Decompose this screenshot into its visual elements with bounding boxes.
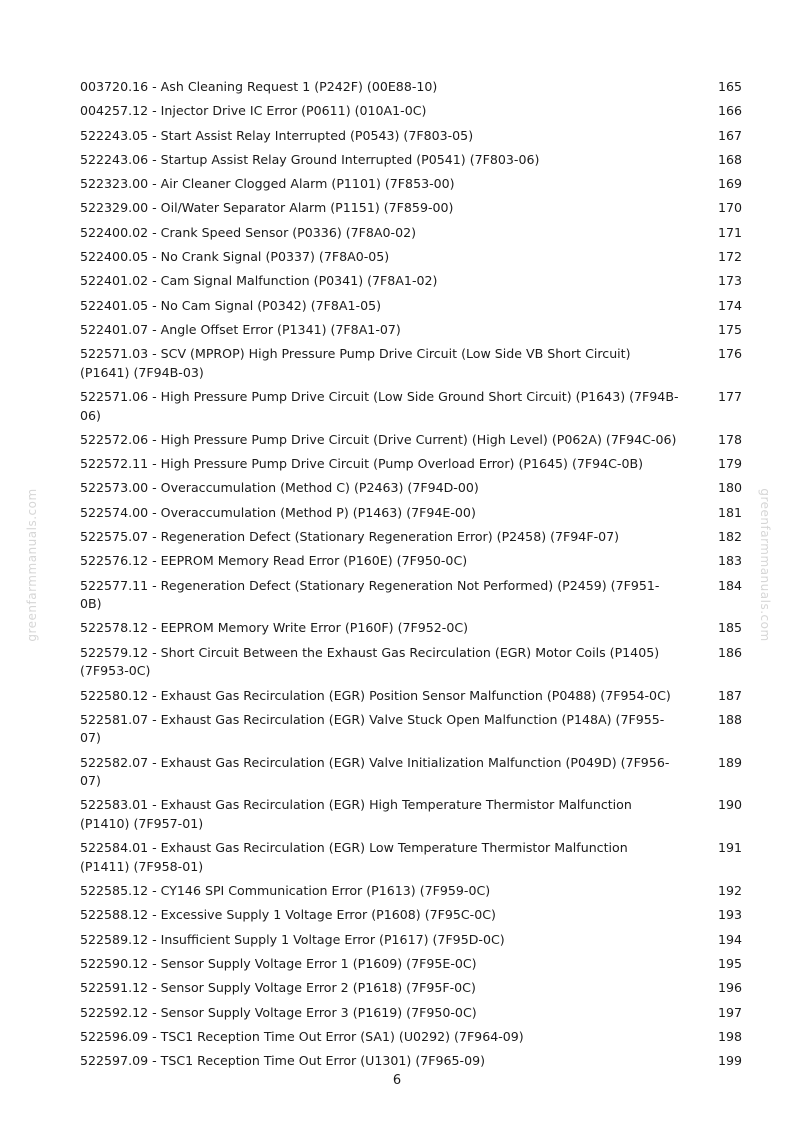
toc-entry-page: 181 — [717, 504, 742, 520]
toc-entry[interactable] — [80, 552, 742, 571]
toc-entry-page: 190 — [717, 797, 742, 813]
toc-entry-title: 522323.00 - Air Cleaner Clogged Alarm (P1101) (7F853-00) — [80, 176, 455, 192]
toc-entry-title: 522581.07 - Exhaust Gas Recirculation (EGR) Valve Stuck Open Malfunction (P148A) (7F955-07) — [80, 711, 665, 746]
toc-entry-title: 522401.05 - No Cam Signal (P0342) (7F8A1-05) — [80, 297, 382, 313]
toc-entry-title: 522592.12 - Sensor Supply Voltage Error 3 (P1619) (7F950-0C) — [80, 1004, 477, 1020]
toc-entry-page: 166 — [717, 103, 742, 119]
toc-entry[interactable] — [80, 1028, 742, 1047]
toc-entry-title: 522579.12 - Short Circuit Between the Exhaust Gas Recirculation (EGR) Motor Coils (P1405) (7F953-0C) — [80, 644, 660, 679]
toc-entry-title: 522577.11 - Regeneration Defect (Stationary Regeneration Not Performed) (P2459) (7F951-0B) — [80, 577, 660, 612]
toc-entry[interactable] — [80, 297, 742, 316]
toc-entry-title: 522572.06 - High Pressure Pump Drive Circuit (Drive Current) (High Level) (P062A) (7F94C-06) — [80, 431, 677, 447]
toc-entry-title: 522584.01 - Exhaust Gas Recirculation (EGR) Low Temperature Thermistor Malfunction (P1411) (7F958-01) — [80, 840, 628, 874]
toc-entry-page: 165 — [717, 79, 742, 94]
toc-entry[interactable] — [80, 431, 742, 450]
toc-entry-title: 522329.00 - Oil/Water Separator Alarm (P1151) (7F859-00) — [80, 200, 454, 216]
toc-entry-title: 522571.06 - High Pressure Pump Drive Circuit (Low Side Ground Short Circuit) (P1643) (7F94B-06) — [80, 389, 679, 423]
toc-entry[interactable] — [80, 796, 742, 833]
toc-entry-page: 183 — [717, 553, 742, 569]
toc-entry-page: 187 — [717, 687, 742, 703]
toc-entry-title: 522583.01 - Exhaust Gas Recirculation (EGR) High Temperature Thermistor Malfunction (P1410) (7F957-01) — [80, 797, 632, 831]
toc-entry[interactable] — [80, 979, 742, 998]
toc-entry[interactable] — [80, 151, 742, 170]
toc-entry-title: 522401.07 - Angle Offset Error (P1341) (7F8A1-07) — [80, 321, 401, 337]
toc-entry[interactable] — [80, 839, 742, 876]
toc-entry-page: 198 — [717, 1028, 742, 1044]
toc-entry-title: 522572.11 - High Pressure Pump Drive Circuit (Pump Overload Error) (P1645) (7F94C-0B) — [80, 456, 644, 472]
toc-entry[interactable] — [80, 1004, 742, 1023]
toc-entry[interactable] — [80, 224, 742, 243]
toc-entry-title: 522582.07 - Exhaust Gas Recirculation (EGR) Valve Initialization Malfunction (P049D) (7F956-07) — [80, 754, 670, 789]
toc-entry[interactable] — [80, 102, 742, 121]
toc-entry-title: 522571.03 - SCV (MPROP) High Pressure Pump Drive Circuit (Low Side VB Short Circuit) (P1641) (7F94B-03) — [80, 346, 631, 380]
toc-entry-title: 522576.12 - EEPROM Memory Read Error (P160E) (7F950-0C) — [80, 553, 468, 569]
toc-entry-page: 171 — [717, 224, 742, 240]
toc-entry-title: 522590.12 - Sensor Supply Voltage Error 1 (P1609) (7F95E-0C) — [80, 955, 477, 971]
toc-entry[interactable] — [80, 78, 742, 97]
toc-entry-page: 195 — [717, 955, 742, 971]
toc-entry-title: 522580.12 - Exhaust Gas Recirculation (EGR) Position Sensor Malfunction (P0488) (7F954-0C) — [80, 687, 671, 703]
toc-entry-title: 004257.12 - Injector Drive IC Error (P0611) (010A1-0C) — [80, 103, 427, 119]
toc-entry-title: 522243.06 - Startup Assist Relay Ground Interrupted (P0541) (7F803-06) — [80, 151, 540, 167]
toc-entry-page: 193 — [717, 907, 742, 923]
toc-entry-page: 168 — [717, 151, 742, 167]
toc-entry-title: 003720.16 - Ash Cleaning Request 1 (P242F) (00E88-10) — [80, 79, 438, 94]
toc-entry-page: 178 — [717, 431, 742, 447]
toc-entry-title: 522591.12 - Sensor Supply Voltage Error 2 (P1618) (7F95F-0C) — [80, 980, 476, 996]
toc-entry[interactable] — [80, 528, 742, 547]
toc-entry-title: 522400.02 - Crank Speed Sensor (P0336) (7F8A0-02) — [80, 224, 417, 240]
toc-entry[interactable] — [80, 906, 742, 925]
toc-entry-title: 522588.12 - Excessive Supply 1 Voltage Error (P1608) (7F95C-0C) — [80, 907, 496, 923]
toc-entry[interactable] — [80, 687, 742, 706]
toc-entry-page: 197 — [717, 1004, 742, 1020]
watermark-left: greenfarmmanuals.com — [25, 488, 39, 642]
toc-entry[interactable] — [80, 127, 742, 146]
toc-entry-page: 180 — [717, 480, 742, 496]
toc-entry-title: 522573.00 - Overaccumulation (Method C) (P2463) (7F94D-00) — [80, 480, 479, 496]
toc-entry[interactable] — [80, 644, 742, 681]
toc-entry-page: 192 — [717, 883, 742, 899]
watermark-right: greenfarmmanuals.com — [758, 488, 772, 642]
toc-entry-page: 188 — [717, 711, 742, 727]
toc-entry[interactable] — [80, 321, 742, 340]
toc-entry-page: 169 — [717, 176, 742, 192]
toc-entry-title: 522401.02 - Cam Signal Malfunction (P0341) (7F8A1-02) — [80, 273, 438, 289]
toc-entry-page: 173 — [717, 273, 742, 289]
toc-entry[interactable] — [80, 479, 742, 498]
toc-entry-page: 167 — [717, 127, 742, 143]
page-number: 6 — [392, 1073, 402, 1088]
toc-entry[interactable] — [80, 955, 742, 974]
toc-entry[interactable] — [80, 175, 742, 194]
toc-entry[interactable] — [80, 711, 742, 748]
toc-entry-title: 522597.09 - TSC1 Reception Time Out Error (U1301) (7F965-09) — [80, 1053, 486, 1069]
toc-entry-page: 184 — [717, 577, 742, 593]
toc-entry-page: 194 — [717, 931, 742, 947]
toc-entry-title: 522243.05 - Start Assist Relay Interrupted (P0543) (7F803-05) — [80, 127, 474, 143]
toc-entry-title: 522589.12 - Insufficient Supply 1 Voltage Error (P1617) (7F95D-0C) — [80, 931, 505, 947]
toc-entry[interactable] — [80, 577, 742, 614]
toc-entry[interactable] — [80, 754, 742, 791]
toc-entry-title: 522585.12 - CY146 SPI Communication Error (P1613) (7F959-0C) — [80, 883, 491, 899]
toc-entry[interactable] — [80, 1052, 742, 1071]
toc-entry[interactable] — [80, 272, 742, 291]
toc-entry[interactable] — [80, 248, 742, 267]
toc-entry-title: 522596.09 - TSC1 Reception Time Out Error (SA1) (U0292) (7F964-09) — [80, 1028, 524, 1044]
toc-entry-title: 522574.00 - Overaccumulation (Method P) (P1463) (7F94E-00) — [80, 504, 476, 520]
toc-entry-page: 170 — [717, 200, 742, 216]
toc-entry-page: 196 — [717, 980, 742, 996]
toc-entry[interactable] — [80, 388, 742, 425]
toc-entry[interactable] — [80, 199, 742, 218]
toc-entry-page: 172 — [717, 249, 742, 265]
toc-entry-page: 177 — [717, 389, 742, 405]
toc-entry-page: 179 — [717, 456, 742, 472]
toc-entry-page: 191 — [717, 840, 742, 856]
toc-entry-title: 522578.12 - EEPROM Memory Write Error (P160F) (7F952-0C) — [80, 620, 469, 636]
toc-entry-title: 522575.07 - Regeneration Defect (Stationary Regeneration Error) (P2458) (7F94F-07) — [80, 529, 620, 545]
toc-entry-page: 185 — [717, 620, 742, 636]
toc-entry[interactable] — [80, 882, 742, 901]
toc-entry[interactable] — [80, 345, 742, 382]
toc-entry-page: 182 — [717, 529, 742, 545]
toc-entry-page: 174 — [717, 297, 742, 313]
toc-entry[interactable] — [80, 931, 742, 950]
toc-entry-page: 176 — [717, 346, 742, 362]
table-of-contents — [80, 78, 742, 1076]
toc-entry[interactable] — [80, 619, 742, 638]
toc-entry-page: 175 — [717, 321, 742, 337]
toc-entry[interactable] — [80, 455, 742, 474]
toc-entry-page: 186 — [717, 644, 742, 660]
toc-entry-page: 199 — [717, 1053, 742, 1069]
toc-entry-page: 189 — [717, 754, 742, 770]
toc-entry[interactable] — [80, 504, 742, 523]
toc-entry-title: 522400.05 - No Crank Signal (P0337) (7F8A0-05) — [80, 249, 390, 265]
